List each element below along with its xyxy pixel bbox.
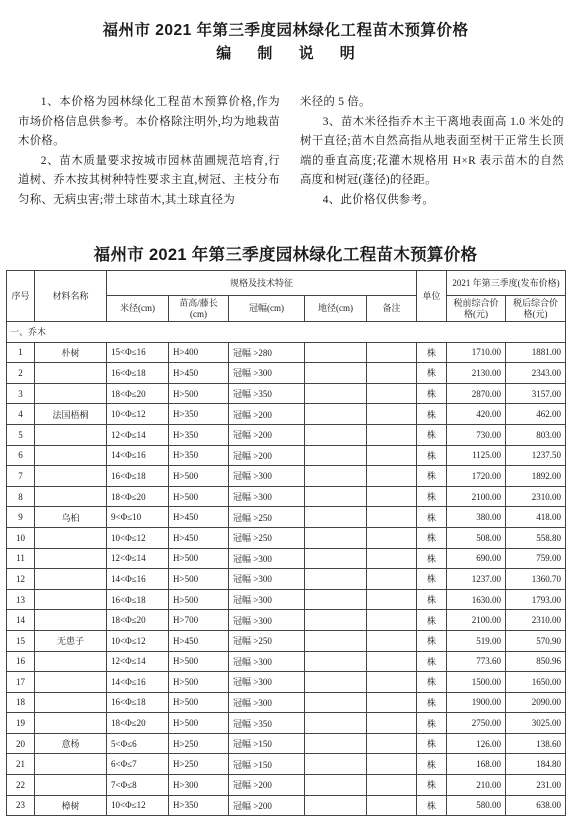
diameter-spec-cell: 14<Φ≤16 <box>107 445 169 466</box>
table-row <box>7 569 566 590</box>
diameter-spec-cell: 10<Φ≤12 <box>107 527 169 548</box>
table-row <box>7 383 566 404</box>
diameter-spec-cell: 16<Φ≤18 <box>107 692 169 713</box>
crown-spec-cell: 冠幅 >350 <box>229 713 305 734</box>
diameter-spec-cell: 15<Φ≤16 <box>107 342 169 363</box>
note-paragraph-4: 4、此价格仅供参考。 <box>322 193 435 206</box>
height-spec-cell: H>450 <box>169 507 229 528</box>
remark-cell <box>367 466 417 487</box>
height-spec-cell: H>350 <box>169 424 229 445</box>
material-name-cell <box>35 672 107 693</box>
posttax-price-cell: 231.00 <box>506 775 566 796</box>
ground-diameter-cell <box>305 507 367 528</box>
unit-cell: 株 <box>417 610 447 631</box>
table-row <box>7 424 566 445</box>
material-name-cell: 意杨 <box>35 733 107 754</box>
diameter-spec-cell: 12<Φ≤14 <box>107 424 169 445</box>
unit-cell: 株 <box>417 775 447 796</box>
note-paragraph-3: 3、苗木米径指乔木主干离地表面高 1.0 米处的树干直径;苗木自然高指从地表面至树干正常生长顶端的垂直高度;花灌木规格用 H×R 表示苗木的自然高度和树冠(蓬径)的径距。 <box>300 115 564 187</box>
diameter-spec-cell: 12<Φ≤14 <box>107 548 169 569</box>
diameter-spec-cell: 18<Φ≤20 <box>107 610 169 631</box>
note-paragraph-1: 1、本价格为园林绿化工程苗木预算价格,作为市场价格信息供参考。本价格除注明外,均为地栽苗木价格。 <box>18 96 280 148</box>
remark-cell <box>367 445 417 466</box>
material-name-cell: 无患子 <box>35 630 107 651</box>
table-row <box>7 527 566 548</box>
header-material: 材料名称 <box>35 271 107 322</box>
unit-cell: 株 <box>417 630 447 651</box>
diameter-spec-cell: 12<Φ≤14 <box>107 651 169 672</box>
crown-spec-cell: 冠幅 >300 <box>229 589 305 610</box>
material-name-cell <box>35 569 107 590</box>
diameter-spec-cell: 10<Φ≤12 <box>107 630 169 651</box>
material-name-cell: 乌桕 <box>35 507 107 528</box>
notes-right-column <box>300 93 564 211</box>
table-title: 福州市 2021 年第三季度园林绿化工程苗木预算价格 <box>93 246 478 264</box>
crown-spec-cell: 冠幅 >300 <box>229 651 305 672</box>
height-spec-cell: H>500 <box>169 548 229 569</box>
row-number-cell: 22 <box>7 775 35 796</box>
crown-spec-cell: 冠幅 >200 <box>229 424 305 445</box>
ground-diameter-cell <box>305 589 367 610</box>
header-posttax-price: 税后综合价 格(元) <box>506 296 566 322</box>
row-number-cell: 19 <box>7 713 35 734</box>
material-name-cell <box>35 754 107 775</box>
header-ground-diameter: 地径(cm) <box>305 296 367 322</box>
table-row <box>7 445 566 466</box>
crown-spec-cell: 冠幅 >250 <box>229 507 305 528</box>
pretax-price-cell: 1500.00 <box>447 672 506 693</box>
table-row <box>7 404 566 425</box>
material-name-cell: 樟树 <box>35 795 107 816</box>
remark-cell <box>367 363 417 384</box>
posttax-price-cell: 1650.00 <box>506 672 566 693</box>
row-number-cell: 14 <box>7 610 35 631</box>
posttax-price-cell: 2310.00 <box>506 486 566 507</box>
material-name-cell <box>35 610 107 631</box>
height-spec-cell: H>500 <box>169 713 229 734</box>
pretax-price-cell: 126.00 <box>447 733 506 754</box>
remark-cell <box>367 630 417 651</box>
material-name-cell <box>35 445 107 466</box>
crown-spec-cell: 冠幅 >300 <box>229 692 305 713</box>
table-row <box>7 775 566 796</box>
header-seq: 序号 <box>7 271 35 322</box>
header-unit: 单位 <box>417 271 447 322</box>
ground-diameter-cell <box>305 445 367 466</box>
remark-cell <box>367 507 417 528</box>
note-paragraph-2: 2、苗木质量要求按城市园林苗圃规范培育,行道树、乔木按其树种特性要求主直,树冠、主枝分布匀称、无病虫害;带土球苗木,其土球直径为 <box>18 154 280 206</box>
remark-cell <box>367 795 417 816</box>
diameter-spec-cell: 18<Φ≤20 <box>107 383 169 404</box>
material-name-cell: 朴树 <box>35 342 107 363</box>
row-number-cell: 23 <box>7 795 35 816</box>
ground-diameter-cell <box>305 424 367 445</box>
crown-spec-cell: 冠幅 >300 <box>229 363 305 384</box>
ground-diameter-cell <box>305 383 367 404</box>
ground-diameter-cell <box>305 548 367 569</box>
crown-spec-cell: 冠幅 >300 <box>229 466 305 487</box>
row-number-cell: 10 <box>7 527 35 548</box>
row-number-cell: 13 <box>7 589 35 610</box>
pretax-price-cell: 1710.00 <box>447 342 506 363</box>
table-row <box>7 651 566 672</box>
pretax-price-cell: 2750.00 <box>447 713 506 734</box>
diameter-spec-cell: 10<Φ≤12 <box>107 795 169 816</box>
header-price-group: 2021 年第三季度(发布价格) <box>447 271 566 296</box>
height-spec-cell: H>500 <box>169 486 229 507</box>
ground-diameter-cell <box>305 775 367 796</box>
material-name-cell <box>35 466 107 487</box>
unit-cell: 株 <box>417 569 447 590</box>
remark-cell <box>367 569 417 590</box>
table-row <box>7 692 566 713</box>
crown-spec-cell: 冠幅 >200 <box>229 775 305 796</box>
height-spec-cell: H>350 <box>169 795 229 816</box>
row-number-cell: 8 <box>7 486 35 507</box>
pretax-price-cell: 1720.00 <box>447 466 506 487</box>
posttax-price-cell: 2090.00 <box>506 692 566 713</box>
unit-cell: 株 <box>417 445 447 466</box>
notes-left-column <box>18 93 280 211</box>
height-spec-cell: H>500 <box>169 466 229 487</box>
table-row <box>7 795 566 816</box>
height-spec-cell: H>400 <box>169 342 229 363</box>
table-row <box>7 342 566 363</box>
height-spec-cell: H>500 <box>169 383 229 404</box>
header-diameter: 米径(cm) <box>107 296 169 322</box>
posttax-price-cell: 2310.00 <box>506 610 566 631</box>
unit-cell: 株 <box>417 466 447 487</box>
pretax-price-cell: 2870.00 <box>447 383 506 404</box>
crown-spec-cell: 冠幅 >150 <box>229 733 305 754</box>
pretax-price-cell: 420.00 <box>447 404 506 425</box>
ground-diameter-cell <box>305 672 367 693</box>
document-subtitle: 编 制 说 明 <box>216 45 366 62</box>
material-name-cell <box>35 548 107 569</box>
posttax-price-cell: 3025.00 <box>506 713 566 734</box>
pretax-price-cell: 690.00 <box>447 548 506 569</box>
header-pretax-price: 税前综合价 格(元) <box>447 296 506 322</box>
posttax-price-cell: 1360.70 <box>506 569 566 590</box>
ground-diameter-cell <box>305 754 367 775</box>
ground-diameter-cell <box>305 692 367 713</box>
table-row <box>7 363 566 384</box>
row-number-cell: 18 <box>7 692 35 713</box>
remark-cell <box>367 672 417 693</box>
pretax-price-cell: 380.00 <box>447 507 506 528</box>
ground-diameter-cell <box>305 342 367 363</box>
material-name-cell <box>35 527 107 548</box>
posttax-price-cell: 1237.50 <box>506 445 566 466</box>
row-number-cell: 1 <box>7 342 35 363</box>
pretax-price-cell: 2130.00 <box>447 363 506 384</box>
height-spec-cell: H>450 <box>169 527 229 548</box>
height-spec-cell: H>450 <box>169 630 229 651</box>
unit-cell: 株 <box>417 404 447 425</box>
header-remark: 备注 <box>367 296 417 322</box>
crown-spec-cell: 冠幅 >200 <box>229 404 305 425</box>
posttax-price-cell: 3157.00 <box>506 383 566 404</box>
crown-spec-cell: 冠幅 >300 <box>229 672 305 693</box>
remark-cell <box>367 342 417 363</box>
diameter-spec-cell: 10<Φ≤12 <box>107 404 169 425</box>
row-number-cell: 4 <box>7 404 35 425</box>
material-name-cell <box>35 363 107 384</box>
category-row: 一、乔木 <box>7 322 566 343</box>
table-row <box>7 548 566 569</box>
diameter-spec-cell: 16<Φ≤18 <box>107 589 169 610</box>
remark-cell <box>367 527 417 548</box>
material-name-cell <box>35 692 107 713</box>
table-row <box>7 672 566 693</box>
unit-cell: 株 <box>417 527 447 548</box>
header-crown: 冠幅(cm) <box>229 296 305 322</box>
pretax-price-cell: 2100.00 <box>447 610 506 631</box>
ground-diameter-cell <box>305 651 367 672</box>
pretax-price-cell: 210.00 <box>447 775 506 796</box>
posttax-price-cell: 2343.00 <box>506 363 566 384</box>
remark-cell <box>367 733 417 754</box>
ground-diameter-cell <box>305 610 367 631</box>
unit-cell: 株 <box>417 795 447 816</box>
ground-diameter-cell <box>305 527 367 548</box>
height-spec-cell: H>450 <box>169 363 229 384</box>
ground-diameter-cell <box>305 630 367 651</box>
ground-diameter-cell <box>305 486 367 507</box>
crown-spec-cell: 冠幅 >200 <box>229 795 305 816</box>
unit-cell: 株 <box>417 651 447 672</box>
row-number-cell: 15 <box>7 630 35 651</box>
crown-spec-cell: 冠幅 >300 <box>229 548 305 569</box>
height-spec-cell: H>500 <box>169 589 229 610</box>
pretax-price-cell: 1900.00 <box>447 692 506 713</box>
unit-cell: 株 <box>417 507 447 528</box>
row-number-cell: 5 <box>7 424 35 445</box>
height-spec-cell: H>500 <box>169 692 229 713</box>
posttax-price-cell: 558.80 <box>506 527 566 548</box>
unit-cell: 株 <box>417 486 447 507</box>
material-name-cell <box>35 713 107 734</box>
diameter-spec-cell: 5<Φ≤6 <box>107 733 169 754</box>
height-spec-cell: H>700 <box>169 610 229 631</box>
unit-cell: 株 <box>417 589 447 610</box>
posttax-price-cell: 570.90 <box>506 630 566 651</box>
unit-cell: 株 <box>417 383 447 404</box>
pretax-price-cell: 1630.00 <box>447 589 506 610</box>
crown-spec-cell: 冠幅 >250 <box>229 527 305 548</box>
material-name-cell <box>35 775 107 796</box>
height-spec-cell: H>500 <box>169 672 229 693</box>
posttax-price-cell: 1793.00 <box>506 589 566 610</box>
pretax-price-cell: 1125.00 <box>447 445 506 466</box>
posttax-price-cell: 138.60 <box>506 733 566 754</box>
row-number-cell: 6 <box>7 445 35 466</box>
pretax-price-cell: 773.60 <box>447 651 506 672</box>
remark-cell <box>367 754 417 775</box>
diameter-spec-cell: 9<Φ≤10 <box>107 507 169 528</box>
table-row <box>7 713 566 734</box>
diameter-spec-cell: 14<Φ≤16 <box>107 672 169 693</box>
remark-cell <box>367 651 417 672</box>
unit-cell: 株 <box>417 692 447 713</box>
remark-cell <box>367 383 417 404</box>
table-row <box>7 466 566 487</box>
diameter-spec-cell: 16<Φ≤18 <box>107 363 169 384</box>
crown-spec-cell: 冠幅 >300 <box>229 486 305 507</box>
row-number-cell: 21 <box>7 754 35 775</box>
row-number-cell: 12 <box>7 569 35 590</box>
unit-cell: 株 <box>417 342 447 363</box>
row-number-cell: 2 <box>7 363 35 384</box>
material-name-cell <box>35 424 107 445</box>
diameter-spec-cell: 18<Φ≤20 <box>107 713 169 734</box>
remark-cell <box>367 692 417 713</box>
ground-diameter-cell <box>305 569 367 590</box>
ground-diameter-cell <box>305 404 367 425</box>
height-spec-cell: H>250 <box>169 754 229 775</box>
row-number-cell: 16 <box>7 651 35 672</box>
ground-diameter-cell <box>305 795 367 816</box>
unit-cell: 株 <box>417 713 447 734</box>
table-row <box>7 610 566 631</box>
pretax-price-cell: 168.00 <box>447 754 506 775</box>
crown-spec-cell: 冠幅 >250 <box>229 630 305 651</box>
height-spec-cell: H>250 <box>169 733 229 754</box>
diameter-spec-cell: 14<Φ≤16 <box>107 569 169 590</box>
unit-cell: 株 <box>417 672 447 693</box>
diameter-spec-cell: 18<Φ≤20 <box>107 486 169 507</box>
material-name-cell: 法国梧桐 <box>35 404 107 425</box>
posttax-price-cell: 803.00 <box>506 424 566 445</box>
crown-spec-cell: 冠幅 >150 <box>229 754 305 775</box>
height-spec-cell: H>350 <box>169 404 229 425</box>
unit-cell: 株 <box>417 733 447 754</box>
diameter-spec-cell: 6<Φ≤7 <box>107 754 169 775</box>
pretax-price-cell: 519.00 <box>447 630 506 651</box>
pretax-price-cell: 730.00 <box>447 424 506 445</box>
table-row <box>7 589 566 610</box>
posttax-price-cell: 462.00 <box>506 404 566 425</box>
note-paragraph-2-continued: 米径的 5 倍。 <box>300 96 371 108</box>
row-number-cell: 7 <box>7 466 35 487</box>
posttax-price-cell: 1881.00 <box>506 342 566 363</box>
posttax-price-cell: 184.80 <box>506 754 566 775</box>
row-number-cell: 17 <box>7 672 35 693</box>
posttax-price-cell: 1892.00 <box>506 466 566 487</box>
crown-spec-cell: 冠幅 >300 <box>229 610 305 631</box>
crown-spec-cell: 冠幅 >300 <box>229 569 305 590</box>
pretax-price-cell: 2100.00 <box>447 486 506 507</box>
height-spec-cell: H>350 <box>169 445 229 466</box>
crown-spec-cell: 冠幅 >280 <box>229 342 305 363</box>
table-row <box>7 754 566 775</box>
table-row <box>7 507 566 528</box>
remark-cell <box>367 548 417 569</box>
ground-diameter-cell <box>305 466 367 487</box>
table-row <box>7 486 566 507</box>
document-title: 福州市 2021 年第三季度园林绿化工程苗木预算价格 <box>102 22 469 39</box>
remark-cell <box>367 424 417 445</box>
height-spec-cell: H>500 <box>169 569 229 590</box>
crown-spec-cell: 冠幅 >350 <box>229 383 305 404</box>
material-name-cell <box>35 589 107 610</box>
ground-diameter-cell <box>305 363 367 384</box>
header-height: 苗高/藤长 (cm) <box>169 296 229 322</box>
ground-diameter-cell <box>305 733 367 754</box>
row-number-cell: 3 <box>7 383 35 404</box>
remark-cell <box>367 713 417 734</box>
posttax-price-cell: 759.00 <box>506 548 566 569</box>
remark-cell <box>367 486 417 507</box>
remark-cell <box>367 775 417 796</box>
table-row <box>7 733 566 754</box>
pretax-price-cell: 508.00 <box>447 527 506 548</box>
height-spec-cell: H>300 <box>169 775 229 796</box>
pretax-price-cell: 580.00 <box>447 795 506 816</box>
remark-cell <box>367 404 417 425</box>
price-table <box>6 270 566 816</box>
header-spec-group: 规格及技术特征 <box>107 271 417 296</box>
material-name-cell <box>35 651 107 672</box>
material-name-cell <box>35 383 107 404</box>
pretax-price-cell: 1237.00 <box>447 569 506 590</box>
unit-cell: 株 <box>417 363 447 384</box>
height-spec-cell: H>500 <box>169 651 229 672</box>
row-number-cell: 11 <box>7 548 35 569</box>
diameter-spec-cell: 16<Φ≤18 <box>107 466 169 487</box>
unit-cell: 株 <box>417 754 447 775</box>
unit-cell: 株 <box>417 424 447 445</box>
posttax-price-cell: 418.00 <box>506 507 566 528</box>
row-number-cell: 9 <box>7 507 35 528</box>
remark-cell <box>367 589 417 610</box>
table-row <box>7 630 566 651</box>
remark-cell <box>367 610 417 631</box>
material-name-cell <box>35 486 107 507</box>
ground-diameter-cell <box>305 713 367 734</box>
unit-cell: 株 <box>417 548 447 569</box>
crown-spec-cell: 冠幅 >200 <box>229 445 305 466</box>
posttax-price-cell: 638.00 <box>506 795 566 816</box>
diameter-spec-cell: 7<Φ≤8 <box>107 775 169 796</box>
row-number-cell: 20 <box>7 733 35 754</box>
posttax-price-cell: 850.96 <box>506 651 566 672</box>
